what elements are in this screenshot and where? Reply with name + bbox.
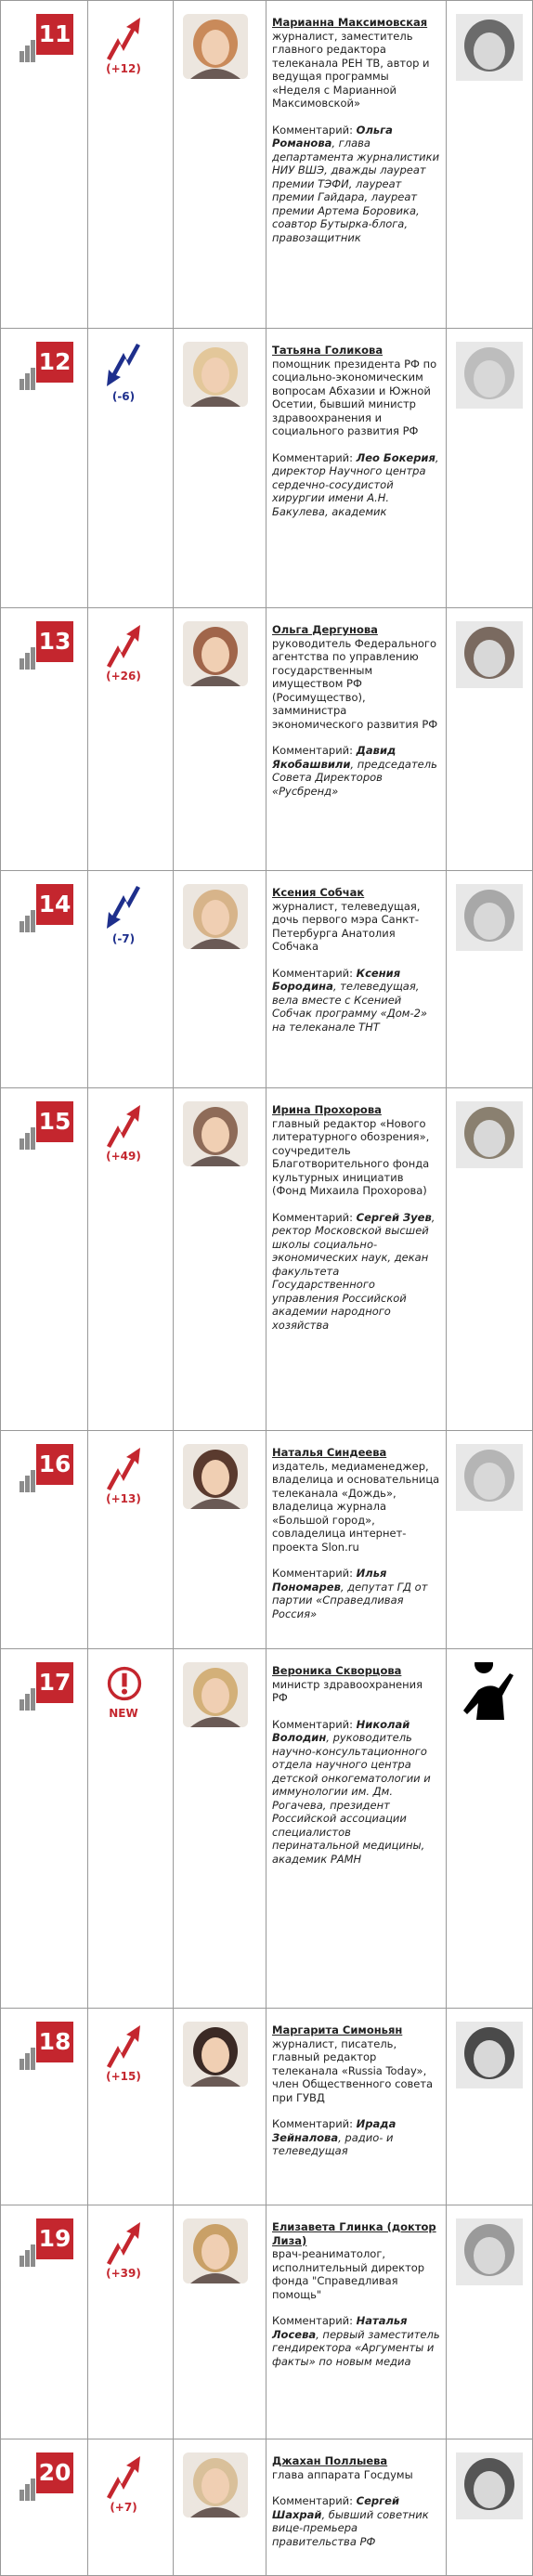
- rank-number: 17: [36, 1662, 73, 1703]
- bar: [31, 2048, 35, 2070]
- bars-icon: [20, 2046, 38, 2070]
- child-photo-cell: [447, 1649, 532, 2008]
- portrait-photo: [183, 14, 248, 79]
- comment: [272, 1211, 440, 1333]
- position-change: (+12): [106, 62, 141, 75]
- comment-label: Комментарий:: [272, 2117, 354, 2130]
- rank-badge: [20, 884, 73, 932]
- bar: [25, 1476, 30, 1492]
- bar: [31, 40, 35, 62]
- child-photo: [456, 1444, 523, 1511]
- child-photo: [456, 2218, 523, 2285]
- person-position: журналист, телеведущая, дочь первого мэра Санкт-Петербурга Анатолия Собчака: [272, 899, 421, 953]
- person-name[interactable]: Вероника Скворцова: [272, 1664, 402, 1677]
- photo-cell: [174, 871, 266, 1087]
- commenter-name: Ксения Бородина: [272, 966, 401, 993]
- silhouette-image: [456, 1662, 523, 1729]
- text-cell: [266, 329, 447, 607]
- child-photo: [456, 1101, 523, 1168]
- child-photo-cell: [447, 1431, 532, 1648]
- arrow-down-icon: [103, 342, 144, 390]
- trend-cell: [88, 329, 174, 607]
- child-photo-cell: [447, 329, 532, 607]
- trend-cell: [88, 2009, 174, 2205]
- photo-cell: [174, 2439, 266, 2575]
- person-name[interactable]: Наталья Синдеева: [272, 1446, 387, 1459]
- comment-label: Комментарий:: [272, 1567, 354, 1580]
- portrait-photo: [183, 884, 248, 949]
- arrow-up-icon: [103, 2022, 144, 2070]
- bar: [25, 2484, 30, 2501]
- photo-cell: [174, 1649, 266, 2008]
- rank-cell: [1, 2009, 88, 2205]
- child-photo-cell: [447, 2205, 532, 2439]
- comment-label: Комментарий:: [272, 2314, 354, 2327]
- position-change: (-6): [111, 390, 136, 403]
- profile-text: [272, 344, 440, 518]
- profile-text: [272, 2220, 440, 2368]
- trend-cell: [88, 1088, 174, 1430]
- rank-number: 12: [36, 342, 73, 383]
- rank-badge: [20, 2218, 73, 2267]
- commenter-name: Николай Володин: [272, 1717, 410, 1744]
- profile-text: [272, 1103, 440, 1332]
- comment: [272, 744, 440, 798]
- person-name[interactable]: Елизавета Глинка (доктор Лиза): [272, 2220, 436, 2247]
- comment: [272, 1718, 440, 1867]
- portrait-photo: [183, 2022, 248, 2087]
- comment: [272, 967, 440, 1034]
- position-change: NEW: [109, 1707, 138, 1720]
- comment: [272, 2117, 440, 2158]
- bars-icon: [20, 38, 38, 62]
- rating-row: [1, 2205, 532, 2439]
- rating-row: [1, 1088, 532, 1431]
- position-change: (-7): [111, 932, 136, 945]
- bar: [20, 1138, 24, 1150]
- commenter-name: Наталья Лосева: [272, 2314, 408, 2341]
- bar: [31, 647, 35, 670]
- commenter-description: , бывший советник вице-премьера правительства РФ: [272, 2507, 429, 2548]
- rank-number: 20: [36, 2452, 73, 2493]
- bars-icon: [20, 2243, 38, 2267]
- child-photo-cell: [447, 2439, 532, 2575]
- bar: [20, 1481, 24, 1492]
- commenter-description: , председатель Совета Директоров «Русбренд»: [272, 757, 437, 798]
- commenter-name: Сергей Шахрай: [272, 2494, 400, 2521]
- bar: [31, 368, 35, 390]
- rank-cell: [1, 1431, 88, 1648]
- profile-text: [272, 1446, 440, 1620]
- bar: [25, 2053, 30, 2070]
- commenter-description: , руководитель научно-консультационного отдела научного центра детской онкогематологии и иммунологии им. Дм. Рогачева, президент Российской ассоциации специалистов перинатальной медицины, академик РАМН: [272, 1731, 431, 1866]
- child-photo: [456, 342, 523, 409]
- person-name[interactable]: Марианна Максимовская: [272, 16, 428, 29]
- rank-number: 13: [36, 621, 73, 662]
- arrow-up-icon: [103, 1101, 144, 1150]
- bar: [20, 921, 24, 932]
- portrait-photo: [183, 1101, 248, 1166]
- photo-cell: [174, 1431, 266, 1648]
- person-name[interactable]: Ирина Прохорова: [272, 1103, 382, 1116]
- person-name[interactable]: Татьяна Голикова: [272, 344, 384, 357]
- comment-label: Комментарий:: [272, 744, 354, 757]
- rank-number: 15: [36, 1101, 73, 1142]
- comment: [272, 2314, 440, 2368]
- person-name[interactable]: Джахан Поллыева: [272, 2454, 388, 2467]
- commenter-name: Илья Пономарев: [272, 1567, 387, 1594]
- rank-cell: [1, 871, 88, 1087]
- bar: [25, 2250, 30, 2267]
- text-cell: [266, 871, 447, 1087]
- position-change: (+26): [106, 670, 141, 683]
- bar: [31, 1688, 35, 1711]
- bars-icon: [20, 908, 38, 932]
- bar: [20, 2490, 24, 2501]
- trend-cell: [88, 1649, 174, 2008]
- rating-row: [1, 1, 532, 329]
- text-cell: [266, 1088, 447, 1430]
- arrow-up-icon: [103, 1444, 144, 1492]
- bar: [25, 1133, 30, 1150]
- rank-cell: [1, 2205, 88, 2439]
- rank-number: 18: [36, 2022, 73, 2062]
- bar: [20, 658, 24, 670]
- rank-cell: [1, 329, 88, 607]
- rating-row: [1, 2439, 532, 2576]
- text-cell: [266, 1431, 447, 1648]
- person-position: глава аппарата Госдумы: [272, 2467, 413, 2481]
- bar: [31, 1127, 35, 1150]
- commenter-description: , глава департамента журналистики НИУ ВШЭ, дважды лауреат премии ТЭФИ, лауреат премии Гайдара, лауреат премии Артема Боровика, соавтор Бутырка-блога, правозащитник: [272, 137, 440, 244]
- person-name[interactable]: Маргарита Симоньян: [272, 2023, 403, 2036]
- photo-cell: [174, 1, 266, 328]
- bar: [20, 51, 24, 62]
- commenter-name: Давид Якобашвили: [272, 744, 396, 771]
- comment: [272, 2494, 440, 2548]
- rating-row: [1, 329, 532, 608]
- rank-number: 19: [36, 2218, 73, 2259]
- rank-number: 14: [36, 884, 73, 925]
- trend-cell: [88, 2205, 174, 2439]
- profile-text: [272, 886, 440, 1034]
- comment-label: Комментарий:: [272, 123, 354, 137]
- person-position: руководитель Федерального агентства по управлению государственным имуществом РФ (Росимущество), замминистра экономического развития РФ: [272, 636, 438, 731]
- bar: [31, 910, 35, 932]
- position-change: (+15): [106, 2070, 141, 2083]
- child-photo: [456, 884, 523, 951]
- bar: [20, 1699, 24, 1711]
- bar: [31, 2478, 35, 2501]
- bars-icon: [20, 1468, 38, 1492]
- bar: [31, 2244, 35, 2267]
- position-change: (+7): [110, 2501, 137, 2514]
- position-change: (+49): [106, 1150, 141, 1163]
- comment: [272, 124, 440, 245]
- commenter-description: , депутат ГД от партии «Справедливая Россия»: [272, 1580, 428, 1620]
- profile-text: [272, 16, 440, 244]
- profile-text: [272, 1664, 440, 1866]
- commenter-description: , радио- и телеведущая: [272, 2130, 394, 2157]
- commenter-description: , первый заместитель гендиректора «Аргументы и факты» по новым медиа: [272, 2327, 440, 2368]
- rank-badge: [20, 2452, 73, 2501]
- trend-cell: [88, 608, 174, 870]
- text-cell: [266, 608, 447, 870]
- commenter-name: Ирада Зейналова: [272, 2117, 396, 2144]
- arrow-up-icon: [103, 14, 144, 62]
- portrait-photo: [183, 2218, 248, 2283]
- photo-cell: [174, 1088, 266, 1430]
- commenter-name: Сергей Зуев: [356, 1210, 432, 1224]
- rank-badge: [20, 1101, 73, 1150]
- rank-badge: [20, 2022, 73, 2070]
- rating-row: [1, 1649, 532, 2009]
- arrow-up-icon: [103, 2452, 144, 2501]
- rank-badge: [20, 342, 73, 390]
- comment: [272, 1567, 440, 1620]
- rank-cell: [1, 1649, 88, 2008]
- photo-cell: [174, 2205, 266, 2439]
- person-position: издатель, медиаменеджер, владелица и основательница телеканала «Дождь», владелица журнала «Большой город», совладелица интернет-проекта Slon.ru: [272, 1459, 440, 1554]
- child-photo-cell: [447, 871, 532, 1087]
- trend-cell: [88, 871, 174, 1087]
- bars-icon: [20, 366, 38, 390]
- portrait-photo: [183, 342, 248, 407]
- rank-badge: [20, 14, 73, 62]
- commenter-description: , директор Научного центра сердечно-сосудистой хирургии имени А.Н. Бакулева, академик: [272, 450, 439, 518]
- commenter-name: Лео Бокерия: [356, 450, 436, 464]
- child-photo-cell: [447, 1, 532, 328]
- comment-label: Комментарий:: [272, 2494, 354, 2507]
- rank-badge: [20, 1444, 73, 1492]
- person-position: журналист, писатель, главный редактор телеканала «Russia Today», член Общественного совета при ГУВД: [272, 2036, 434, 2104]
- arrow-up-icon: [103, 2218, 144, 2267]
- person-position: главный редактор «Нового литературного обозрения», соучредитель Благотворительного фонда культурных инициатив (Фонд Михаила Прохорова): [272, 1116, 430, 1197]
- text-cell: [266, 2439, 447, 2575]
- text-cell: [266, 1649, 447, 2008]
- position-change: (+39): [106, 2267, 141, 2280]
- child-photo-cell: [447, 608, 532, 870]
- portrait-photo: [183, 1662, 248, 1727]
- text-cell: [266, 2009, 447, 2205]
- text-cell: [266, 1, 447, 328]
- portrait-photo: [183, 621, 248, 686]
- commenter-description: , телеведущая, вела вместе с Ксенией Собчак программу «Дом-2» на телеканале ТНТ: [272, 980, 428, 1034]
- person-position: министр здравоохранения РФ: [272, 1677, 423, 1704]
- bar: [25, 373, 30, 390]
- rating-row: [1, 608, 532, 871]
- comment-label: Комментарий:: [272, 966, 354, 980]
- rank-badge: [20, 621, 73, 670]
- arrow-down-icon: [103, 884, 144, 932]
- arrow-up-icon: [103, 621, 144, 670]
- bar: [25, 653, 30, 670]
- profile-text: [272, 2454, 440, 2548]
- comment: [272, 451, 440, 519]
- child-photo-cell: [447, 2009, 532, 2205]
- rank-cell: [1, 1, 88, 328]
- rank-cell: [1, 2439, 88, 2575]
- bars-icon: [20, 1125, 38, 1150]
- bar: [25, 916, 30, 932]
- bars-icon: [20, 645, 38, 670]
- person-position: журналист, заместитель главного редактора телеканала РЕН ТВ, автор и ведущая программы «Неделя с Марианной Максимовской»: [272, 29, 430, 110]
- person-position: помощник президента РФ по социально-экономическим вопросам Абхазии и Южной Осетии, бывший министр здравоохранения и социального развития РФ: [272, 357, 437, 437]
- portrait-photo: [183, 1444, 248, 1509]
- profile-text: [272, 2023, 440, 2158]
- rank-number: 11: [36, 14, 73, 55]
- trend-cell: [88, 2439, 174, 2575]
- bars-icon: [20, 2477, 38, 2501]
- photo-cell: [174, 329, 266, 607]
- rank-number: 16: [36, 1444, 73, 1485]
- photo-cell: [174, 2009, 266, 2205]
- profile-text: [272, 623, 440, 798]
- comment-label: Комментарий:: [272, 450, 354, 464]
- bar: [25, 1694, 30, 1711]
- trend-cell: [88, 1431, 174, 1648]
- rating-row: [1, 871, 532, 1088]
- rating-row: [1, 2009, 532, 2205]
- child-photo: [456, 621, 523, 688]
- child-photo: [456, 2022, 523, 2088]
- rating-row: [1, 1431, 532, 1649]
- photo-cell: [174, 608, 266, 870]
- trend-cell: [88, 1, 174, 328]
- comment-label: Комментарий:: [272, 1210, 354, 1224]
- person-position: врач-реаниматолог, исполнительный директор фонда "Справедливая помощь": [272, 2247, 425, 2301]
- child-photo-cell: [447, 1088, 532, 1430]
- person-name[interactable]: Ксения Собчак: [272, 886, 365, 899]
- position-change: (+13): [106, 1492, 141, 1505]
- rank-badge: [20, 1662, 73, 1711]
- commenter-name: Ольга Романова: [272, 123, 393, 150]
- rank-cell: [1, 608, 88, 870]
- portrait-photo: [183, 2452, 248, 2517]
- bars-icon: [20, 1686, 38, 1711]
- bar: [20, 379, 24, 390]
- bar: [20, 2059, 24, 2070]
- rank-cell: [1, 1088, 88, 1430]
- bar: [20, 2256, 24, 2267]
- comment-label: Комментарий:: [272, 1717, 354, 1731]
- child-photo: [456, 2452, 523, 2519]
- child-photo: [456, 14, 523, 81]
- bar: [31, 1470, 35, 1492]
- commenter-description: , ректор Московской высшей школы социально-экономических наук, декан факультета Государственного управления Российской академии народного хозяйства: [272, 1210, 436, 1332]
- person-name[interactable]: Ольга Дергунова: [272, 623, 378, 636]
- text-cell: [266, 2205, 447, 2439]
- bar: [25, 46, 30, 62]
